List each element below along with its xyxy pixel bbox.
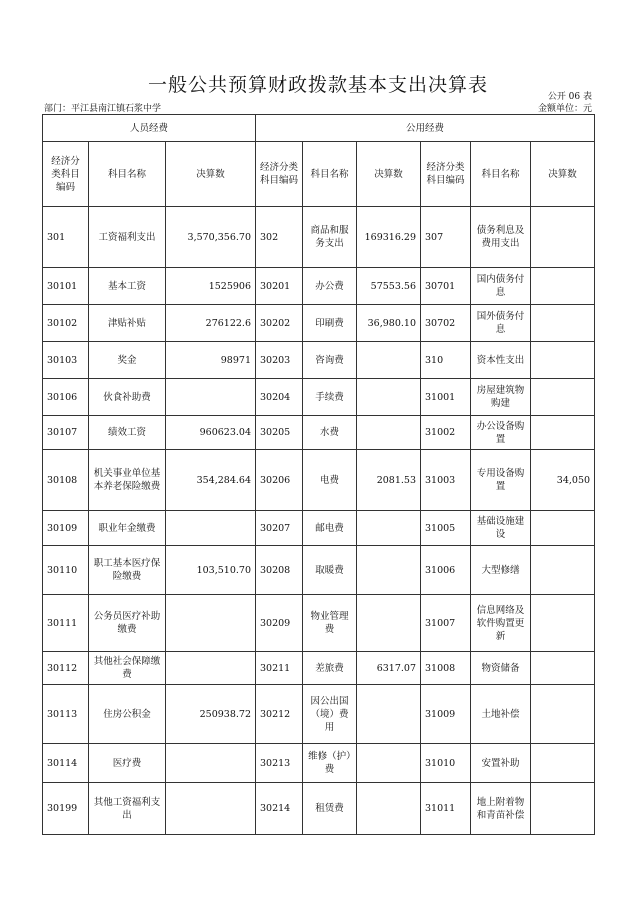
header-name: 科目名称 [89, 142, 166, 207]
code-cell: 31007 [421, 595, 471, 652]
amount-cell: 276122.6 [166, 305, 256, 342]
amount-cell [531, 685, 595, 744]
amount-cell [357, 685, 421, 744]
name-cell: 专用设备购置 [471, 450, 531, 511]
code-cell: 30108 [43, 450, 89, 511]
name-cell: 职工基本医疗保险缴费 [89, 546, 166, 595]
amount-cell [531, 305, 595, 342]
amount-cell: 34,050 [531, 450, 595, 511]
amount-cell [531, 268, 595, 305]
code-cell: 30206 [256, 450, 303, 511]
name-cell: 基础设施建设 [471, 511, 531, 546]
code-cell: 30103 [43, 342, 89, 379]
amount-cell [166, 652, 256, 685]
amount-cell [166, 744, 256, 783]
name-cell: 安置补助 [471, 744, 531, 783]
code-cell: 31008 [421, 652, 471, 685]
amount-cell: 3,570,356.70 [166, 207, 256, 268]
code-cell: 31003 [421, 450, 471, 511]
code-cell: 30203 [256, 342, 303, 379]
code-cell: 30114 [43, 744, 89, 783]
table-row [43, 379, 595, 416]
header-name: 科目名称 [303, 142, 357, 207]
header-code: 经济分类科目编码 [421, 142, 471, 207]
code-cell: 30111 [43, 595, 89, 652]
name-cell: 邮电费 [303, 511, 357, 546]
amount-cell: 36,980.10 [357, 305, 421, 342]
amount-cell: 250938.72 [166, 685, 256, 744]
amount-cell [357, 416, 421, 450]
table-row [43, 783, 595, 835]
amount-cell: 103,510.70 [166, 546, 256, 595]
amount-cell: 57553.56 [357, 268, 421, 305]
code-cell: 30211 [256, 652, 303, 685]
name-cell: 机关事业单位基本养老保险缴费 [89, 450, 166, 511]
table-row [43, 744, 595, 783]
table-row [43, 207, 595, 268]
section-public: 公用经费 [256, 115, 595, 142]
name-cell: 咨询费 [303, 342, 357, 379]
table-row [43, 595, 595, 652]
name-cell: 维修（护）费 [303, 744, 357, 783]
amount-cell [357, 511, 421, 546]
table-row [43, 416, 595, 450]
name-cell: 土地补偿 [471, 685, 531, 744]
header-code: 经济分类科目编码 [256, 142, 303, 207]
amount-cell: 98971 [166, 342, 256, 379]
amount-cell [357, 342, 421, 379]
name-cell: 租赁费 [303, 783, 357, 835]
amount-cell: 1525906 [166, 268, 256, 305]
amount-cell [531, 207, 595, 268]
header-amount: 决算数 [166, 142, 256, 207]
table-row [43, 511, 595, 546]
name-cell: 取暖费 [303, 546, 357, 595]
name-cell: 物资储备 [471, 652, 531, 685]
code-cell: 31010 [421, 744, 471, 783]
amount-cell [357, 783, 421, 835]
code-cell: 30113 [43, 685, 89, 744]
name-cell: 国外债务付息 [471, 305, 531, 342]
amount-cell [357, 546, 421, 595]
code-cell: 30109 [43, 511, 89, 546]
code-cell: 310 [421, 342, 471, 379]
table-row [43, 450, 595, 511]
code-cell: 30201 [256, 268, 303, 305]
amount-cell: 6317.07 [357, 652, 421, 685]
name-cell: 办公费 [303, 268, 357, 305]
table-row [43, 268, 595, 305]
amount-cell [531, 342, 595, 379]
name-cell: 工资福利支出 [89, 207, 166, 268]
code-cell: 30112 [43, 652, 89, 685]
name-cell: 房屋建筑物购建 [471, 379, 531, 416]
amount-cell: 960623.04 [166, 416, 256, 450]
code-cell: 30106 [43, 379, 89, 416]
amount-cell [531, 379, 595, 416]
code-cell: 31001 [421, 379, 471, 416]
name-cell: 水费 [303, 416, 357, 450]
page-title: 一般公共预算财政拨款基本支出决算表 [147, 74, 488, 96]
amount-cell: 2081.53 [357, 450, 421, 511]
name-cell: 其他工资福利支出 [89, 783, 166, 835]
code-cell: 30207 [256, 511, 303, 546]
name-cell: 住房公积金 [89, 685, 166, 744]
name-cell: 印刷费 [303, 305, 357, 342]
name-cell: 债务利息及费用支出 [471, 207, 531, 268]
header-name: 科目名称 [471, 142, 531, 207]
code-cell: 30214 [256, 783, 303, 835]
table-row [43, 546, 595, 595]
code-cell: 301 [43, 207, 89, 268]
table-row [43, 342, 595, 379]
code-cell: 31009 [421, 685, 471, 744]
code-cell: 30209 [256, 595, 303, 652]
department-label: 部门：平江县南江镇石浆中学 [44, 104, 162, 114]
amount-cell [531, 416, 595, 450]
name-cell: 奖金 [89, 342, 166, 379]
name-cell: 医疗费 [89, 744, 166, 783]
header-code: 经济分类科目编码 [43, 142, 89, 207]
amount-cell [166, 379, 256, 416]
code-cell: 30199 [43, 783, 89, 835]
name-cell: 国内债务付息 [471, 268, 531, 305]
table-row [43, 305, 595, 342]
unit-label: 金额单位：元 [537, 104, 592, 114]
name-cell: 伙食补助费 [89, 379, 166, 416]
amount-cell [531, 511, 595, 546]
amount-cell: 354,284.64 [166, 450, 256, 511]
amount-cell [531, 652, 595, 685]
code-cell: 30205 [256, 416, 303, 450]
name-cell: 因公出国（境）费用 [303, 685, 357, 744]
expenditure-table [42, 114, 595, 835]
name-cell: 职业年金缴费 [89, 511, 166, 546]
code-cell: 30202 [256, 305, 303, 342]
name-cell: 公务员医疗补助缴费 [89, 595, 166, 652]
amount-cell [357, 379, 421, 416]
code-cell: 31005 [421, 511, 471, 546]
code-cell: 30204 [256, 379, 303, 416]
code-cell: 307 [421, 207, 471, 268]
section-personnel: 人员经费 [43, 115, 256, 142]
name-cell: 信息网络及软件购置更新 [471, 595, 531, 652]
code-cell: 31006 [421, 546, 471, 595]
header-amount: 决算数 [357, 142, 421, 207]
code-cell: 30213 [256, 744, 303, 783]
name-cell: 电费 [303, 450, 357, 511]
code-cell: 30107 [43, 416, 89, 450]
name-cell: 差旅费 [303, 652, 357, 685]
name-cell: 基本工资 [89, 268, 166, 305]
code-cell: 30110 [43, 546, 89, 595]
amount-cell: 169316.29 [357, 207, 421, 268]
code-cell: 30702 [421, 305, 471, 342]
name-cell: 资本性支出 [471, 342, 531, 379]
table-row [43, 652, 595, 685]
form-code: 公开 06 表 [547, 92, 592, 102]
code-cell: 30701 [421, 268, 471, 305]
table-row [43, 685, 595, 744]
amount-cell [531, 546, 595, 595]
amount-cell [357, 595, 421, 652]
name-cell: 物业管理费 [303, 595, 357, 652]
amount-cell [166, 511, 256, 546]
name-cell: 其他社会保障缴费 [89, 652, 166, 685]
name-cell: 绩效工资 [89, 416, 166, 450]
amount-cell [357, 744, 421, 783]
amount-cell [531, 744, 595, 783]
code-cell: 30208 [256, 546, 303, 595]
name-cell: 地上附着物和青苗补偿 [471, 783, 531, 835]
name-cell: 大型修缮 [471, 546, 531, 595]
amount-cell [166, 783, 256, 835]
code-cell: 30102 [43, 305, 89, 342]
code-cell: 31002 [421, 416, 471, 450]
name-cell: 商品和服务支出 [303, 207, 357, 268]
amount-cell [531, 595, 595, 652]
code-cell: 30212 [256, 685, 303, 744]
amount-cell [531, 783, 595, 835]
name-cell: 津贴补贴 [89, 305, 166, 342]
name-cell: 办公设备购置 [471, 416, 531, 450]
amount-cell [166, 595, 256, 652]
code-cell: 30101 [43, 268, 89, 305]
name-cell: 手续费 [303, 379, 357, 416]
code-cell: 302 [256, 207, 303, 268]
header-amount: 决算数 [531, 142, 595, 207]
code-cell: 31011 [421, 783, 471, 835]
